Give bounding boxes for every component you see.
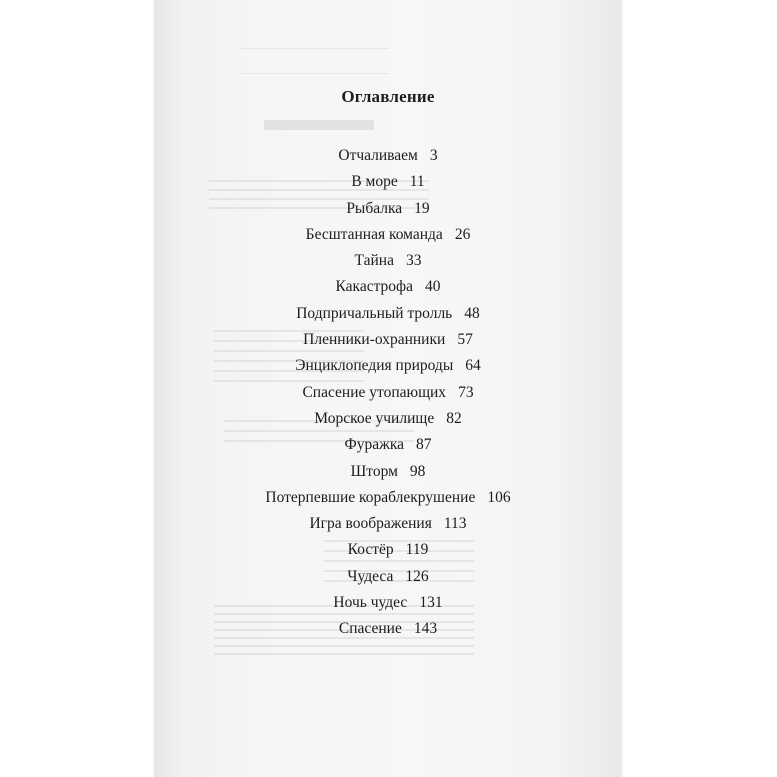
toc-page-number: 82: [446, 409, 462, 427]
toc-chapter-title: Бесштанная команда: [305, 225, 443, 243]
toc-page-number: 87: [416, 436, 432, 454]
toc-page-number: 11: [409, 173, 425, 191]
toc-title: Оглавление: [341, 87, 435, 107]
toc-page-number: 19: [414, 199, 430, 217]
toc-chapter-title: Рыбалка: [346, 199, 403, 217]
toc-page-number: 113: [443, 515, 467, 533]
toc-chapter-title: Ночь чудес: [333, 594, 408, 612]
toc-entry: [154, 198, 622, 224]
toc-entry: [154, 145, 622, 171]
toc-page-number: 73: [458, 383, 474, 401]
toc-entry: [154, 355, 622, 381]
toc-chapter-title: В море: [351, 173, 398, 191]
toc-entry: [154, 513, 622, 539]
toc-chapter-title: Спасение: [338, 620, 402, 638]
toc-page-number: 119: [405, 541, 429, 559]
toc-chapter-title: Энциклопедия природы: [295, 357, 454, 375]
toc-entry: [154, 250, 622, 276]
toc-list: [154, 145, 622, 645]
toc-page-number: 57: [457, 331, 473, 349]
toc-chapter-title: Какастрофа: [335, 278, 413, 296]
toc-entry: [154, 592, 622, 618]
toc-chapter-title: Тайна: [354, 252, 394, 270]
toc-page-number: 48: [464, 304, 480, 322]
toc-entry: [154, 329, 622, 355]
toc-entry: [154, 276, 622, 302]
toc-entry: [154, 434, 622, 460]
toc-chapter-title: Потерпевшие кораблекрушение: [265, 488, 476, 506]
toc-chapter-title: Шторм: [350, 462, 398, 480]
toc-entry: [154, 566, 622, 592]
toc-entry: [154, 408, 622, 434]
book-page: [154, 0, 622, 777]
show-through-block: [264, 120, 374, 130]
toc-chapter-title: Спасение утопающих: [302, 383, 447, 401]
toc-page-number: 40: [424, 278, 441, 296]
toc-chapter-title: Пленники-охранники: [303, 331, 446, 349]
toc-page-number: 143: [413, 620, 438, 638]
toc-chapter-title: Морское училище: [314, 409, 435, 427]
toc-entry: [154, 461, 622, 487]
toc-entry: [154, 618, 622, 644]
show-through-block: [239, 48, 389, 74]
toc-page-number: 98: [409, 462, 426, 480]
toc-page-number: 106: [487, 488, 511, 506]
toc-chapter-title: Чудеса: [347, 567, 394, 585]
toc-entry: [154, 171, 622, 197]
toc-page-number: 64: [465, 357, 481, 375]
toc-chapter-title: Фуражка: [344, 436, 404, 454]
toc-page-number: 33: [405, 252, 422, 270]
toc-entry: [154, 224, 622, 250]
toc-entry: [154, 303, 622, 329]
toc-page-number: 126: [405, 567, 429, 585]
toc-page-number: 3: [429, 147, 438, 164]
toc-chapter-title: Игра воображения: [309, 515, 432, 533]
toc-entry: [154, 487, 622, 513]
toc-chapter-title: Подпричальный тролль: [296, 304, 453, 322]
toc-page-number: 131: [419, 594, 443, 612]
toc-chapter-title: Отчаливаем: [338, 147, 418, 164]
toc-page-number: 26: [454, 225, 471, 243]
toc-entry: [154, 539, 622, 565]
toc-entry: [154, 382, 622, 408]
toc-chapter-title: Костёр: [347, 541, 394, 559]
